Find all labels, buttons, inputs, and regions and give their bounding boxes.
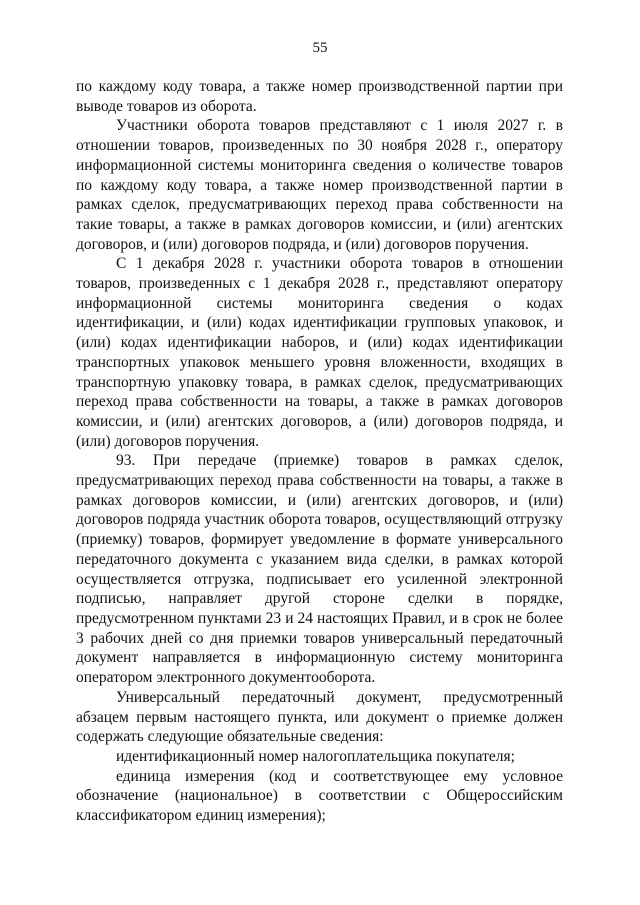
paragraph-participants-2027: Участники оборота товаров представляют с 1 июля 2027 г. в отношении товаров, произведенных по 30 ноября 2028 г., оператору информационной системы мониторинга сведения о количестве товаров по каждому коду товара, а также номер производственной партии в рамках сделок, предусматривающих переход права собственности на такие товары, а также в рамках договоров комиссии, и (или) агентских договоров, и (или) договоров подряда, и (или) договоров поручения. xyxy=(76,117,563,253)
paragraph-continuation: по каждому коду товара, а также номер производственной партии при выводе товаров из оборота. xyxy=(76,78,563,115)
paragraph-unit-of-measure: единица измерения (код и соответствующее ему условное обозначение (национальное) в соответствии с Общероссийским классификатором единиц измерения); xyxy=(76,767,563,825)
paragraph-inn-buyer: идентификационный номер налогоплательщика покупателя; xyxy=(116,747,515,765)
paragraph-upd-requirements: Универсальный передаточный документ, предусмотренный абзацем первым настоящего пункта, или документ о приемке должен содержать следующие обязательные сведения: xyxy=(76,688,563,746)
paragraph-item-93: 93. При передаче (приемке) товаров в рамках сделок, предусматривающих переход права собственности на товары, а также в рамках договоров комиссии, и (или) агентских договоров, и (или) договоров подряда участник оборота товаров, осуществляющий отгрузку (приемку) товаров, формирует уведомление в формате универсального передаточного документа с указанием вида сделки, в рамках которой осуществляется отгрузка, подписывает его усиленной электронной подписью, направляет другой стороне сделки в порядке, предусмотренном пунктами 23 и 24 настоящих Правил, и в срок не более 3 рабочих дней со дня приемки товаров универсальный передаточный документ направляется в информационную систему мониторинга оператором электронного документооборота. xyxy=(76,452,563,687)
page-number: 55 xyxy=(312,40,328,56)
document-body xyxy=(76,77,563,826)
paragraph-from-december-2028: С 1 декабря 2028 г. участники оборота товаров в отношении товаров, произведенных с 1 декабря 2028 г., представляют оператору информационной системы мониторинга сведения о кодах идентификации, и (или) кодах идентификации групповых упаковок, и (или) кодах идентификации наборов, и (или) кодах идентификации транспортных упаковок меньшего уровня вложенности, входящих в транспортную упаковку товара, в рамках сделок, предусматривающих переход права собственности на товары, а также в рамках договоров комиссии, и (или) агентских договоров, а (или) договоров подряда, и (или) договоров поручения. xyxy=(76,255,563,450)
